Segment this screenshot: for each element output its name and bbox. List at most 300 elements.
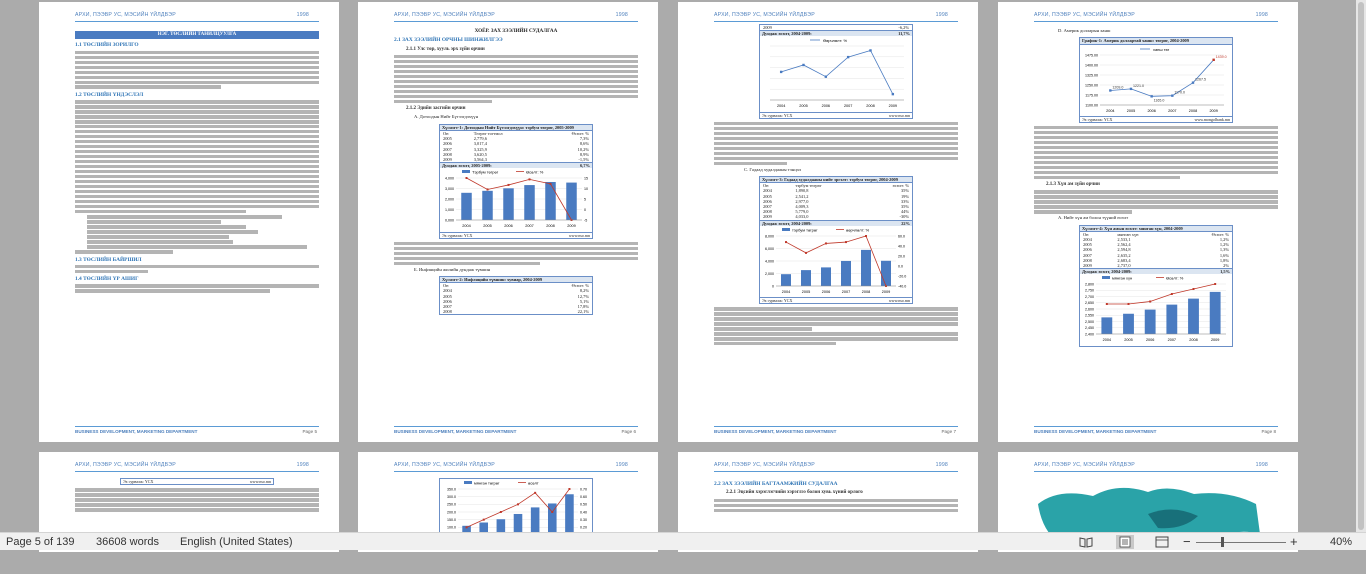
heading-consumption: 2.2.1 Эцсийн хэрэглэгчийн хэрэглээ болон хувь хүний орлого: [726, 490, 863, 496]
growth-value: 11,7%: [898, 31, 910, 37]
line-point: [825, 242, 827, 244]
y-tick-label: 2,450: [1085, 326, 1094, 331]
header-title: АРХИ, ПЭЭВР УС, МЭСИЙН ҮЙЛДВЭР: [714, 462, 815, 468]
table-title: Хүснэгт-3: Гадаад худалдааны нийт эргэлт: тэрбум төгрөг, 2004-2009: [760, 177, 912, 183]
col-header: Он: [1083, 231, 1089, 237]
legend-label: Өсөлт: %: [526, 169, 544, 175]
table-row: 2008 5,779,0 44%: [763, 209, 909, 215]
line-point: [466, 526, 468, 528]
text-block: [394, 55, 638, 103]
heading-location: 1.3 ТӨСЛИЙН БАЙРШИЛ: [75, 256, 142, 263]
fx-chart-box: [1079, 37, 1233, 123]
source-label: Эх сурвалж: YCX: [762, 112, 793, 118]
page-count[interactable]: Page 5 of 139: [6, 536, 75, 548]
bar: [881, 261, 891, 286]
x-tick-label: 2009: [881, 289, 891, 294]
y-tick-label: 350.0: [447, 487, 456, 492]
x-tick-label: 2006: [1145, 338, 1155, 343]
bar: [482, 191, 493, 220]
data-label: 1439.0: [1215, 54, 1227, 59]
line-point: [1192, 81, 1194, 83]
growth-label: Дундаж өсөлт, 2004-2009:: [762, 31, 812, 37]
line-point: [780, 71, 782, 73]
header-title: АРХИ, ПЭЭВР УС, МЭСИЙН ҮЙЛДВЭР: [394, 12, 495, 18]
y-tick-label: 8,000: [765, 234, 774, 239]
page-number: Page 7: [941, 429, 956, 434]
x-tick-label: 2005: [799, 104, 808, 109]
text-block: [714, 499, 958, 512]
bar: [461, 193, 472, 220]
growth-label: Дундаж өсөлт, 2004-2009:: [1082, 269, 1132, 275]
line-point: [517, 503, 519, 505]
x-tick-label: 2004: [462, 224, 471, 229]
population-chart: [1080, 274, 1232, 344]
y2-tick-label: -40.0: [898, 284, 907, 289]
x-tick-label: 2009: [888, 104, 898, 109]
y-tick-label: 100.0: [447, 525, 456, 530]
line-point: [1128, 303, 1130, 305]
x-tick-label: 2009: [1209, 108, 1218, 113]
bar: [531, 507, 540, 535]
page-body: [394, 28, 638, 318]
page-footer: [1034, 426, 1278, 434]
x-tick-label: 2004: [776, 104, 786, 109]
page-header: [75, 462, 319, 472]
page-header: [714, 12, 958, 22]
trade-table: [759, 176, 913, 304]
bar: [821, 267, 831, 286]
growth-value: 22%: [901, 220, 910, 226]
line-point: [865, 235, 867, 237]
legend-label: Өсөлт: %: [1166, 275, 1184, 281]
x-tick-label: 2005: [801, 289, 811, 294]
col-header: өсөлт: %: [892, 183, 909, 189]
inflation-chart: [760, 36, 912, 110]
line-point: [805, 252, 807, 254]
x-tick-label: 2005: [1124, 338, 1133, 343]
x-tick-label: 2004: [781, 289, 791, 294]
line-point: [825, 76, 827, 78]
scrollbar-thumb[interactable]: [1358, 2, 1364, 530]
table-row: 2009 3,564,3 -1,5%: [443, 156, 589, 162]
legend-label: ханш төг: [1153, 46, 1170, 52]
y-tick-label: 2,700: [1085, 295, 1094, 300]
line-point: [466, 177, 468, 179]
y-tick-label: 150.0: [447, 518, 456, 523]
table-source: [760, 297, 912, 303]
y2-tick-label: 0.70: [580, 487, 587, 492]
line-point: [1149, 301, 1151, 303]
y-tick-label: 250.0: [447, 502, 456, 507]
header-title: АРХИ, ПЭЭВР УС, МЭСИЙН ҮЙЛДВЭР: [1034, 12, 1135, 18]
zoom-slider-thumb[interactable]: [1221, 537, 1224, 547]
sub-heading: D. Америк долларын ханш: [1058, 28, 1111, 33]
heading-legal: 2.1.1 Улс төр, хууль эрх зүйн орчин: [406, 46, 485, 52]
line-point: [1130, 87, 1132, 89]
bar: [1188, 299, 1199, 334]
table-row: 2007 17,8%: [443, 304, 589, 309]
legend-label: өсөлт: [528, 480, 539, 486]
x-tick-label: 2008: [866, 104, 875, 109]
table-row: 2008 3,620,5 8,9%: [443, 151, 589, 157]
y-tick-label: 1250.00: [1085, 82, 1098, 87]
col-header: мянган хүн: [1117, 231, 1139, 237]
legend-swatch: [462, 170, 470, 173]
y-tick-label: 1325.00: [1085, 72, 1098, 77]
footer-dept: BUSINESS DEVELOPMENT, MARKETING DEPARTMENT: [75, 429, 198, 434]
table-title: Хүснэгт-4: Хүн амын өсөлт: мянган хүн, 2004-2009: [1080, 226, 1232, 232]
growth-value: 1,5%: [1220, 269, 1230, 275]
y2-tick-label: 0.60: [580, 495, 587, 500]
x-tick-label: 2008: [861, 289, 871, 294]
y2-tick-label: 60.0: [898, 234, 905, 239]
y-tick-label: 0,000: [445, 218, 454, 223]
y2-tick-label: 0.0: [898, 264, 903, 269]
web-layout-icon[interactable]: [1155, 536, 1169, 548]
source-url: www.nso.mn: [568, 232, 590, 238]
sub-heading: A. Нийт хүн ам болон түүний өсөлт: [1058, 215, 1129, 221]
line-point: [869, 50, 871, 52]
header-title: АРХИ, ПЭЭВР УС, МЭСИЙН ҮЙЛДВЭР: [1034, 462, 1135, 468]
heading-ground: 1.2 ТӨСЛИЙН ҮНДЭСЛЭЛ: [75, 91, 144, 98]
line-point: [785, 241, 787, 243]
population-data: [1080, 232, 1232, 268]
data-label: 1209.0: [1112, 84, 1124, 89]
text-block: [75, 100, 319, 213]
line-point: [508, 184, 510, 186]
y2-tick-label: -20.0: [898, 274, 907, 279]
bar: [565, 494, 574, 535]
y-tick-label: 2,600: [1085, 307, 1094, 312]
col-header: Төгрөг тогтмол: [473, 130, 503, 136]
world-map-image: [998, 474, 1298, 574]
table-row: 2006 3,017,4 8,6%: [443, 141, 589, 147]
y-tick-label: 3,000: [445, 187, 454, 192]
page-footer: [394, 426, 638, 434]
footer-dept: BUSINESS DEVELOPMENT, MARKETING DEPARTMENT: [1034, 429, 1157, 434]
legend-label: мянган хүн: [1112, 275, 1133, 281]
y-tick-label: 2,000: [445, 197, 454, 202]
source-label: Эх сурвалж: YCX: [1082, 116, 1113, 122]
col-header: Он: [763, 183, 769, 189]
source-url: www.nso.mn: [888, 298, 910, 303]
source-url: www.nso.mn: [888, 112, 910, 118]
table-row: 2004 1,890,8 35%: [763, 188, 909, 194]
header-year: 1998: [615, 462, 628, 468]
page-header: [394, 12, 638, 22]
source-label: Эх сурвалж: YCX: [123, 479, 154, 484]
x-tick-label: 2007: [525, 224, 534, 229]
legend-label: мянган төгрөг: [474, 480, 500, 486]
y-tick-label: 2,750: [1085, 289, 1094, 294]
gdp-table: [439, 124, 593, 239]
table-row: 2009 4,033,0 -30%: [763, 214, 909, 220]
y-tick-label: 2,650: [1085, 301, 1094, 306]
table-source: [760, 112, 912, 118]
page-header: [714, 462, 958, 472]
header-year: 1998: [296, 12, 309, 18]
trade-chart: [760, 226, 912, 296]
page-body: [75, 28, 319, 294]
bar: [524, 185, 535, 220]
line-point: [847, 56, 849, 58]
page-body: [1034, 28, 1278, 350]
y-tick-label: 1100.00: [1085, 102, 1098, 107]
table-title: Хүснэгт-2: Инфляцийн түвшин: хувиар, 2004-2009: [440, 277, 592, 283]
y-tick-label: 2,800: [1085, 282, 1094, 287]
table-row: 2008 22,1%: [443, 309, 589, 315]
x-tick-label: 2009: [1210, 338, 1220, 343]
page-number: Page 5: [302, 429, 317, 434]
header-year: 1998: [1255, 12, 1268, 18]
x-tick-label: 2008: [1188, 108, 1198, 113]
vertical-scrollbar[interactable]: [1356, 0, 1366, 532]
table-row: 2005 2,541,2 19%: [763, 193, 909, 199]
table-row: 2007 3,325,9 10,2%: [443, 146, 589, 152]
page-header: [394, 462, 638, 472]
x-tick-label: 2006: [504, 224, 513, 229]
text-block: [75, 51, 319, 89]
status-bar: [0, 532, 1366, 550]
y2-tick-label: 15: [584, 176, 588, 181]
table-row: 2007 4,009,3 35%: [763, 203, 909, 209]
data-label: 1170.0: [1174, 90, 1186, 95]
page-6: [358, 2, 658, 442]
text-block: [75, 284, 319, 292]
bar: [1145, 310, 1156, 334]
x-tick-label: 2005: [483, 224, 492, 229]
table-row: 2004 2,533,1 1,2%: [1083, 237, 1229, 243]
data-label: 1267.5: [1195, 77, 1206, 82]
y2-tick-label: 40.0: [898, 244, 905, 249]
line-point: [534, 492, 536, 494]
word-count[interactable]: 36608 words: [96, 536, 159, 548]
y-tick-label: 2,500: [1085, 320, 1094, 325]
source-label: Эх сурвалж: YCX: [442, 232, 473, 238]
legend-label: Тэрбум төгрөг: [472, 169, 499, 175]
col-header: Он: [443, 283, 449, 289]
source-url: www.mongolbank.mn: [1194, 116, 1230, 122]
legend-swatch: [464, 481, 472, 484]
text-block: [714, 307, 958, 345]
line-point: [550, 183, 552, 185]
x-tick-label: 2004: [1106, 108, 1115, 113]
line-point: [1150, 95, 1152, 97]
x-tick-label: 2004: [1102, 338, 1112, 343]
table-title: График-1: Америк доллартай ханш: төгрөг, 2004-2009: [1080, 38, 1232, 44]
heading-benefit: 1.4 ТӨСЛИЙН ҮР АШИГ: [75, 276, 139, 283]
header-year: 1998: [296, 462, 309, 468]
text-block: [75, 488, 319, 511]
col-header: Өсөлт: %: [571, 283, 589, 289]
zoom-out-button[interactable]: −: [1183, 534, 1191, 549]
growth-label: Дундаж өсөлт, 2004-2009:: [762, 220, 812, 226]
table-row: 2004 8,2%: [443, 288, 589, 294]
legend-label: Өөрчлөлт: %: [823, 38, 848, 44]
bar: [1101, 318, 1112, 335]
header-title: АРХИ, ПЭЭВР УС, МЭСИЙН ҮЙЛДВЭР: [75, 12, 176, 18]
heading-population: 2.1.3 Хүн ам зүйн орчин: [1046, 182, 1100, 188]
inflation-table-cont: [759, 24, 913, 119]
zoom-level[interactable]: 40%: [1330, 536, 1353, 548]
text-block: [394, 242, 638, 265]
page-5: [39, 2, 339, 442]
table-row: 2009 -6,2%: [763, 25, 909, 30]
header-title: АРХИ, ПЭЭВР УС, МЭСИЙН ҮЙЛДВЭР: [394, 462, 495, 468]
data-label: 1221.0: [1133, 83, 1144, 88]
y2-tick-label: 20.0: [898, 254, 905, 259]
legend-label: өөрчлөлт: %: [846, 227, 870, 233]
page-body: [714, 24, 958, 347]
x-tick-label: 2008: [1189, 338, 1198, 343]
inflation-table: [439, 276, 593, 315]
y2-tick-label: 0.20: [580, 525, 587, 530]
line-point: [1193, 288, 1195, 290]
heading-market-env: 2.1 ЗАХ ЗЭЭЛИЙН ОРЧНЫ ШИНЖИЛГЭЭ: [394, 37, 503, 44]
bar: [1210, 292, 1221, 334]
page-7: [678, 2, 978, 442]
zoom-in-button[interactable]: +: [1290, 534, 1298, 549]
y-tick-label: 1475.00: [1085, 52, 1098, 57]
zoom-slider[interactable]: [1196, 542, 1286, 543]
table-source: [121, 479, 273, 484]
fx-chart: [1080, 45, 1232, 115]
bar: [801, 270, 811, 286]
text-block: [75, 265, 319, 273]
line-point: [1109, 89, 1111, 91]
text-block: [1034, 126, 1278, 179]
x-tick-label: 2006: [1147, 108, 1156, 113]
bar: [1123, 314, 1134, 334]
y2-tick-label: 0.40: [580, 510, 587, 515]
page-header: [1034, 462, 1278, 472]
table-row: 2005 2,562,4 1,2%: [1083, 242, 1229, 248]
y-tick-label: 4,000: [445, 176, 454, 181]
heading-goal: 1.1 ТӨСЛИЙН ЗОРИЛГО: [75, 42, 139, 49]
line-point: [802, 64, 804, 66]
table-source: [1080, 116, 1232, 122]
x-tick-label: 2007: [843, 104, 853, 109]
y-tick-label: 1,000: [445, 208, 454, 213]
legend-swatch: [1102, 276, 1110, 279]
line-point: [483, 519, 485, 521]
growth-label: Дундаж өсөлт, 2005-2009:: [442, 163, 492, 169]
y-tick-label: 2,550: [1085, 314, 1094, 319]
growth-value: 6,7%: [580, 163, 590, 169]
section-bar: НЭГ. ТӨСЛИЙН ТАНИЛЦУУЛГА: [75, 31, 319, 39]
y-tick-label: 200.0: [447, 510, 456, 515]
bar: [503, 189, 514, 221]
bullet-list: [75, 215, 319, 253]
col-header: Өсөлт: %: [1211, 231, 1229, 237]
y2-tick-label: 0.30: [580, 518, 587, 523]
table-source: [440, 232, 592, 238]
heading-economy: 2.1.2 Эдийн засгийн орчин: [406, 106, 466, 112]
y-tick-label: 2,400: [1085, 332, 1094, 337]
page-body: [75, 478, 319, 513]
table-title: Хүснэгт-1: Дотоодын Нийт Бүтээгдэхүүн: тэрбум төгрөг, 2005-2009: [440, 125, 592, 131]
y-tick-label: 6,000: [765, 246, 774, 251]
footer-dept: BUSINESS DEVELOPMENT, MARKETING DEPARTMENT: [394, 429, 517, 434]
page-number: Page 6: [621, 429, 636, 434]
gdp-data: [440, 131, 592, 162]
line-point: [568, 488, 570, 490]
line-point: [551, 511, 553, 513]
population-table: [1079, 225, 1233, 347]
header-title: АРХИ, ПЭЭВР УС, МЭСИЙН ҮЙЛДВЭР: [714, 12, 815, 18]
bar: [841, 261, 851, 286]
page-footer: [714, 426, 958, 434]
sub-heading: С. Гадаад худалдааны тэнцэл: [744, 166, 801, 172]
gdp-chart: [440, 168, 592, 230]
y-tick-label: 1400.00: [1085, 62, 1098, 67]
x-tick-label: 2007: [1167, 338, 1177, 343]
page-footer: [75, 426, 319, 434]
y-tick-label: 1175.00: [1085, 92, 1098, 97]
line-point: [1171, 293, 1173, 295]
legend-swatch: [782, 228, 790, 231]
read-mode-icon[interactable]: [1079, 536, 1093, 548]
page-body: [714, 478, 958, 514]
col-header: тэрбум төгрөг: [795, 183, 822, 189]
page-header: [75, 12, 319, 22]
text-block: [714, 122, 958, 165]
table-row: 2005 12,7%: [443, 293, 589, 299]
table-row: 2008 2,683,4 1,8%: [1083, 257, 1229, 263]
x-tick-label: 2008: [546, 224, 555, 229]
heading-market-size: 2.2 ЗАХ ЗЭЭЛИЙН БАГТААМЖИЙН СУДАЛГАА: [714, 481, 838, 487]
bar: [545, 182, 556, 220]
line-point: [1106, 303, 1108, 305]
x-tick-label: 2007: [841, 289, 851, 294]
sub-heading: Б. Инфляцийн жилийн дундаж түвшин: [414, 266, 491, 272]
source-box: [120, 478, 274, 485]
y2-tick-label: 0: [584, 208, 586, 213]
print-layout-icon[interactable]: [1116, 535, 1134, 549]
source-label: Эх сурвалж: YCX: [762, 298, 793, 303]
table-row: 2007 2,635,2 1,6%: [1083, 252, 1229, 258]
x-tick-label: 2005: [1126, 108, 1136, 113]
language-indicator[interactable]: English (United States): [180, 536, 293, 548]
col-header: Он: [443, 130, 449, 136]
x-tick-label: 2007: [1168, 108, 1177, 113]
page-number: Page 8: [1261, 429, 1276, 434]
bar: [781, 274, 791, 286]
text-block: [1034, 190, 1278, 213]
y-tick-label: 4,000: [765, 259, 774, 264]
line-point: [500, 511, 502, 513]
x-tick-label: 2009: [567, 224, 576, 229]
y2-tick-label: 5: [584, 197, 586, 202]
table-row: 2006 5,1%: [443, 298, 589, 304]
line-point: [1214, 283, 1216, 285]
line-point: [529, 179, 531, 181]
footer-dept: BUSINESS DEVELOPMENT, MARKETING DEPARTMENT: [714, 429, 837, 434]
header-year: 1998: [935, 12, 948, 18]
source-url: www.nso.mn: [249, 479, 271, 484]
bar: [861, 250, 871, 286]
header-year: 1998: [615, 12, 628, 18]
series-line: [781, 51, 893, 95]
line-point: [487, 189, 489, 191]
bar: [1166, 305, 1177, 334]
y-tick-label: 0: [772, 284, 774, 289]
y2-tick-label: -5: [584, 218, 588, 223]
y2-tick-label: 10: [584, 187, 588, 192]
y2-tick-label: 0.50: [580, 502, 587, 507]
line-point: [1171, 94, 1173, 96]
line-point: [845, 241, 847, 243]
